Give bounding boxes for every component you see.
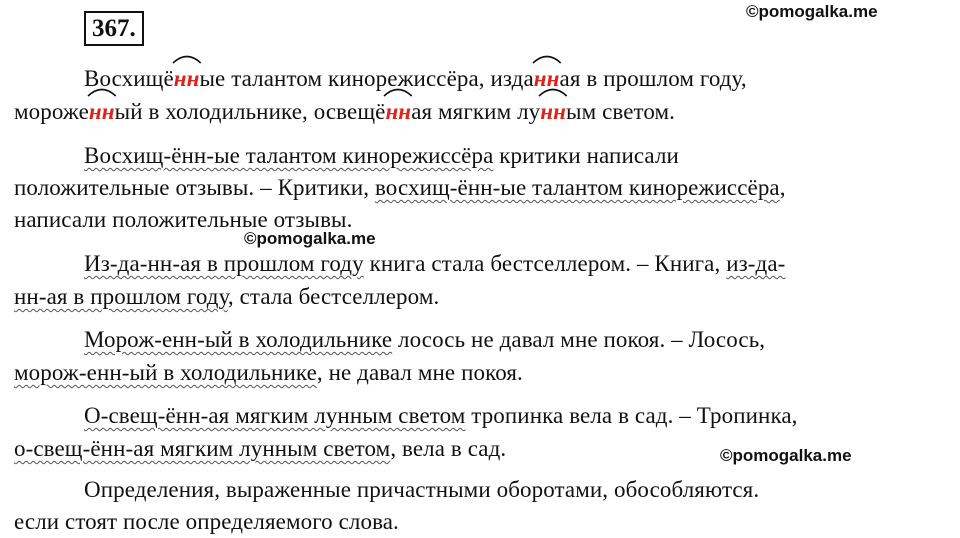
suffix-arc-icon [537,87,569,97]
suffix-nn-3: нн [89,98,115,126]
intro-line-1 [84,65,747,93]
example-2-line-2 [14,283,439,311]
intro-text: ые талантом кинорежиссёра, изда [199,66,534,91]
example-3-line-1 [84,326,765,354]
suffix-arc-icon [86,87,118,97]
example-2-line-1 [84,250,785,278]
participial-phrase: Восхищ-ённ-ые талантом кинорежиссёра [84,143,494,168]
intro-line-2 [14,98,675,126]
intro-text: мороже [14,99,89,124]
example-4-line-1 [84,402,798,430]
sentence-text: , стала бестселлером. [227,284,440,309]
participial-phrase: о-свещ-ённ-ая мягким лунным светом [14,436,391,461]
example-4-line-2 [14,435,506,463]
sentence-text: положительные отзывы. – Критики, [14,175,375,200]
example-1-line-1 [84,142,679,170]
participial-phrase: морож-енн-ый в холодильнике [14,360,317,385]
suffix-nn-2: нн [534,65,560,93]
suffix-arc-icon [382,87,414,97]
participial-phrase: нн-ая в прошлом году [14,284,228,309]
exercise-number: 367. [84,11,144,46]
intro-text: ый в холодильнике, освещё [114,99,386,124]
suffix-nn-1: нн [174,65,200,93]
watermark-top: ©pomogalka.me [746,2,878,21]
intro-text: ая мягким лу [411,99,541,124]
participial-phrase: Из-да-нн-ая в прошлом году [84,251,364,276]
sentence-text: критики написали [493,143,679,168]
sentence-text: , не давал мне покоя. [316,360,523,385]
watermark-middle: ©pomogalka.me [244,229,376,248]
example-1-line-3 [14,206,352,234]
sentence-text: лосось не давал мне покоя. – Лосось, [392,327,766,352]
intro-text: Восхищё [84,66,174,91]
suffix-nn-4: нн [385,98,411,126]
participial-phrase: Морож-енн-ый в холодильнике [84,327,393,352]
intro-text: ая в прошлом году, [559,66,747,91]
participial-phrase: О-свещ-ённ-ая мягким лунным светом [84,403,466,428]
intro-text: ым светом. [566,99,676,124]
sentence-text: написали положительные отзывы. [14,207,353,232]
suffix-nn-5: нн [540,98,566,126]
sentence-text: тропинка вела в сад. – Тропинка, [465,403,798,428]
suffix-arc-icon [531,54,563,64]
participial-phrase: восхищ-ённ-ые талантом кинорежиссёра [374,175,780,200]
example-1-line-2 [14,174,786,202]
example-3-line-2 [14,359,523,387]
rule-line-1: Определения, выраженные причастными оборотами, обособляются. [84,477,760,502]
sentence-text: книга стала бестселлером. – Книга, [363,251,727,276]
rule-line-2: если стоят после определяемого слова. [14,509,399,534]
sentence-text: , вела в сад. [390,436,507,461]
sentence-text: , [779,175,786,200]
participial-phrase: из-да- [726,251,786,276]
suffix-arc-icon [171,54,203,64]
watermark-bottom: ©pomogalka.me [720,446,852,465]
